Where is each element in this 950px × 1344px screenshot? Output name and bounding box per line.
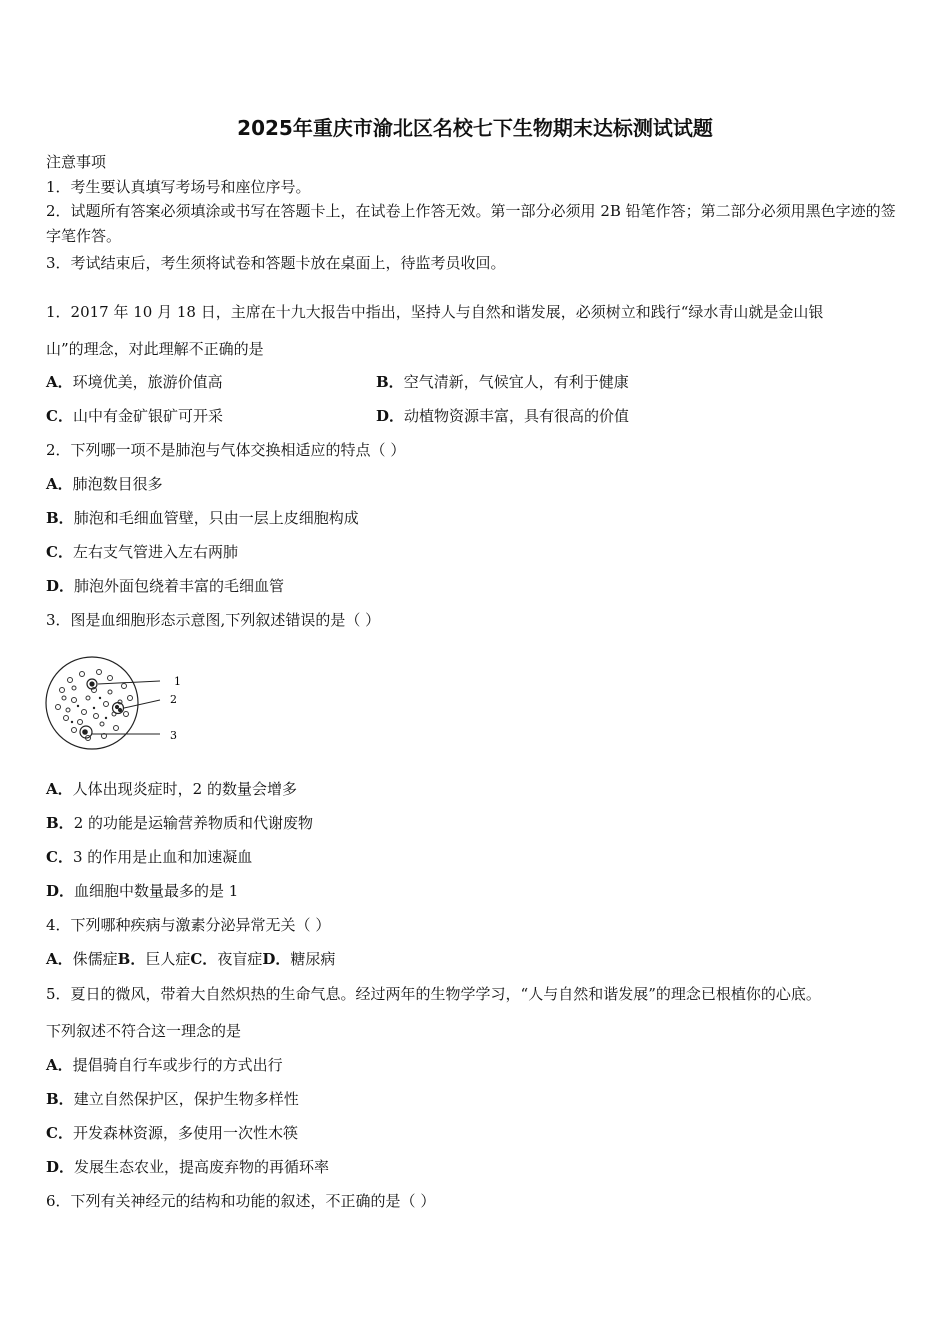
option-text: 发展生态农业，提高废弃物的再循环率 (74, 1158, 330, 1176)
q5-option-c (46, 1123, 298, 1143)
option-label: D． (262, 950, 291, 968)
q2-option-b (46, 508, 359, 528)
diagram-label-2: 2 (170, 693, 177, 706)
notice-item-1: 1．考生要认真填写考场号和座位序号。 (46, 178, 311, 196)
q1-option-d (376, 406, 629, 426)
q4-options (46, 949, 335, 969)
option-text: 山中有金矿银矿可开采 (72, 407, 223, 425)
option-label: A． (46, 373, 73, 391)
diagram-label-3: 3 (170, 729, 177, 742)
option-text: 夜盲症 (217, 950, 263, 968)
q3-option-d (46, 881, 238, 901)
q3-stem: 3．图是血细胞形态示意图,下列叙述错误的是（ ） (46, 611, 381, 629)
option-label: C． (46, 543, 73, 561)
q2-option-c (46, 542, 238, 562)
option-text: 肺泡和毛细血管壁，只由一层上皮细胞构成 (73, 509, 359, 527)
option-label: B． (46, 1090, 74, 1108)
option-label: B． (117, 950, 146, 968)
q3-option-b (46, 813, 313, 833)
option-text: 侏儒症 (72, 950, 118, 968)
q1-option-a (46, 372, 223, 392)
option-text: 动植物资源丰富，具有很高的价值 (404, 407, 630, 425)
option-label: B． (376, 373, 404, 391)
option-label: C． (46, 1124, 73, 1142)
q3-option-a (46, 779, 297, 799)
red-blood-cells (56, 670, 133, 741)
q2-option-a (46, 474, 163, 494)
option-label: D． (376, 407, 405, 425)
option-label: D． (46, 1158, 75, 1176)
option-text: 环境优美，旅游价值高 (72, 373, 223, 391)
diagram-label-1: 1 (174, 675, 181, 688)
option-text: 提倡骑自行车或步行的方式出行 (72, 1056, 283, 1074)
option-text: 巨人症 (145, 950, 191, 968)
q1-option-b (376, 372, 629, 392)
option-label: C． (46, 407, 73, 425)
option-text: 人体出现炎症时，2 的数量会增多 (72, 780, 297, 798)
q4-stem: 4．下列哪种疾病与激素分泌异常无关（ ） (46, 916, 331, 934)
option-text: 开发森林资源，多使用一次性木筷 (72, 1124, 298, 1142)
option-text: 肺泡数目很多 (72, 475, 163, 493)
q5-stem-line2: 下列叙述不符合这一理念的是 (46, 1022, 242, 1040)
option-label: C． (46, 848, 73, 866)
diagram-outline (46, 657, 138, 749)
q5-option-a (46, 1055, 283, 1075)
option-label: A． (46, 1056, 73, 1074)
q1-stem-line2: 山”的理念，对此理解不正确的是 (46, 340, 264, 358)
option-text: 糖尿病 (290, 950, 336, 968)
option-text: 肺泡外面包绕着丰富的毛细血管 (74, 577, 285, 595)
q5-stem-line1: 5．夏日的微风，带着大自然炽热的生命气息。经过两年的生物学学习，“人与自然和谐发展”的理念已根植你的心底。 (46, 985, 821, 1003)
q6-stem: 6．下列有关神经元的结构和功能的叙述，不正确的是（ ） (46, 1192, 436, 1210)
option-text: 左右支气管进入左右两肺 (72, 543, 238, 561)
option-label: C． (190, 950, 218, 968)
option-text: 空气清新，气候宜人，有利于健康 (403, 373, 629, 391)
q3-option-c (46, 847, 252, 867)
q1-option-c (46, 406, 223, 426)
white-blood-cells (80, 679, 124, 738)
option-label: A． (46, 950, 73, 968)
q1-stem-line1: 1．2017 年 10 月 18 日，主席在十九大报告中指出，坚持人与自然和谐发展，必须树立和践行“绿水青山就是金山银 (46, 303, 824, 321)
option-label: B． (46, 814, 74, 832)
option-label: B． (46, 509, 74, 527)
q2-option-d (46, 576, 284, 596)
option-label: A． (46, 780, 73, 798)
option-text: 建立自然保护区，保护生物多样性 (73, 1090, 299, 1108)
q5-option-b (46, 1089, 299, 1109)
q2-stem: 2．下列哪一项不是肺泡与气体交换相适应的特点（ ） (46, 441, 406, 459)
option-text: 血细胞中数量最多的是 1 (74, 882, 239, 900)
option-text: 2 的功能是运输营养物质和代谢废物 (73, 814, 314, 832)
option-label: D． (46, 577, 75, 595)
q5-option-d (46, 1157, 329, 1177)
option-label: D． (46, 882, 75, 900)
option-label: A． (46, 475, 73, 493)
blood-cell-diagram (44, 652, 194, 757)
notice-heading: 注意事项 (46, 153, 107, 171)
notice-item-2: 2．试题所有答案必须填涂或书写在答题卡上，在试卷上作答无效。第一部分必须用 2B 铅笔作答；第二部分必须用黑色字迹的签字笔作答。 (46, 202, 896, 245)
option-text: 3 的作用是止血和加速凝血 (72, 848, 253, 866)
notice-item-3: 3．考试结束后，考生须将试卷和答题卡放在桌面上，待监考员收回。 (46, 254, 506, 272)
page-title: 2025年重庆市渝北区名校七下生物期末达标测试试题 (237, 116, 713, 140)
